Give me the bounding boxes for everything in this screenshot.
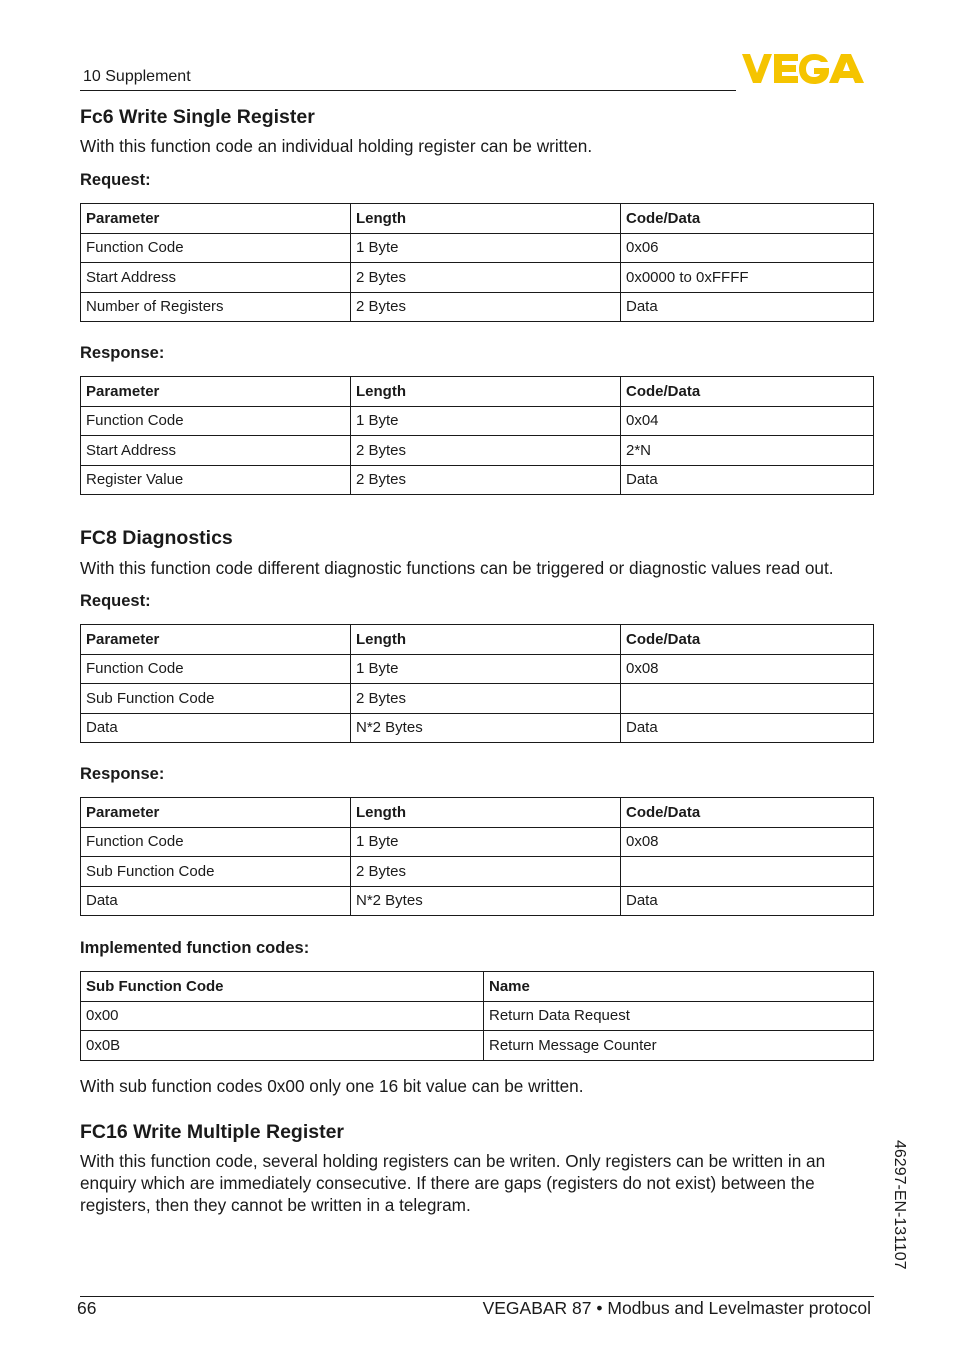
table-cell: 2 Bytes — [351, 465, 621, 495]
section-header: 10 Supplement — [83, 68, 191, 85]
table-cell: 2 Bytes — [351, 684, 621, 714]
fc8-intro: With this function code different diagnostic functions can be triggered or diagnostic values read out. — [80, 558, 834, 578]
table-cell: Data — [621, 713, 874, 743]
table-cell: Register Value — [81, 465, 351, 495]
table-header-row — [81, 377, 874, 407]
table-cell: Return Message Counter — [484, 1031, 874, 1061]
table-cell: Sub Function Code — [81, 684, 351, 714]
column-header: Length — [351, 798, 621, 828]
document-number-text: 46297-EN-131107 — [891, 1140, 908, 1270]
table-row — [81, 292, 874, 322]
table-cell: Start Address — [81, 263, 351, 293]
footer-rule — [80, 1296, 874, 1297]
document-number — [888, 1140, 910, 1290]
table-cell: 0x0B — [81, 1031, 484, 1061]
table-cell: 2 Bytes — [351, 857, 621, 887]
table-row — [81, 436, 874, 466]
table-cell: N*2 Bytes — [351, 886, 621, 916]
table-header-row — [81, 625, 874, 655]
table-cell: Start Address — [81, 436, 351, 466]
fc8-title: FC8 Diagnostics — [80, 527, 233, 549]
table-cell: 0x06 — [621, 233, 874, 263]
column-header: Code/Data — [621, 204, 874, 234]
page-number: 66 — [77, 1298, 97, 1318]
fc6-request-table — [80, 203, 874, 322]
paragraph-line: enquiry which are immediately consecutive. If there are gaps (registers do not exist) between the — [80, 1173, 815, 1193]
column-header: Parameter — [81, 377, 351, 407]
vega-logo — [742, 54, 872, 84]
table-cell: Function Code — [81, 406, 351, 436]
fc6-title: Fc6 Write Single Register — [80, 106, 315, 128]
table-cell: Data — [81, 713, 351, 743]
fc6-request-label: Request: — [80, 171, 151, 189]
table-cell: N*2 Bytes — [351, 713, 621, 743]
column-header: Code/Data — [621, 377, 874, 407]
table-cell: 2*N — [621, 436, 874, 466]
fc16-title: FC16 Write Multiple Register — [80, 1121, 345, 1143]
column-header: Sub Function Code — [81, 972, 484, 1002]
table-row — [81, 1031, 874, 1061]
table-cell: Data — [81, 886, 351, 916]
table-cell: Function Code — [81, 827, 351, 857]
table-header-row — [81, 798, 874, 828]
column-header: Parameter — [81, 625, 351, 655]
table-row — [81, 465, 874, 495]
table-cell: 1 Byte — [351, 406, 621, 436]
table-row — [81, 713, 874, 743]
table-header-row — [81, 204, 874, 234]
table-cell: Sub Function Code — [81, 857, 351, 887]
column-header: Length — [351, 204, 621, 234]
table-cell: 0x0000 to 0xFFFF — [621, 263, 874, 293]
fc8-response-table — [80, 797, 874, 916]
table-cell: 0x08 — [621, 654, 874, 684]
table-row — [81, 233, 874, 263]
table-cell: Data — [621, 886, 874, 916]
table-row — [81, 406, 874, 436]
fc8-request-label: Request: — [80, 592, 151, 610]
table-cell: Data — [621, 292, 874, 322]
table-header-row — [81, 972, 874, 1002]
table-cell: Function Code — [81, 233, 351, 263]
header-rule — [80, 90, 736, 91]
fc8-note: With sub function codes 0x00 only one 16 bit value can be written. — [80, 1076, 584, 1096]
table-cell: 0x04 — [621, 406, 874, 436]
fc6-response-label: Response: — [80, 344, 165, 362]
column-header: Length — [351, 625, 621, 655]
table-cell: Return Data Request — [484, 1001, 874, 1031]
fc6-intro: With this function code an individual holding register can be written. — [80, 136, 593, 156]
paragraph-line: registers, then they cannot be written in a telegram. — [80, 1195, 471, 1215]
fc8-request-table — [80, 624, 874, 743]
table-cell — [621, 684, 874, 714]
table-cell: 2 Bytes — [351, 292, 621, 322]
table-row — [81, 857, 874, 887]
column-header: Name — [484, 972, 874, 1002]
table-row — [81, 827, 874, 857]
table-cell: Function Code — [81, 654, 351, 684]
table-row — [81, 654, 874, 684]
table-row — [81, 886, 874, 916]
column-header: Parameter — [81, 204, 351, 234]
column-header: Length — [351, 377, 621, 407]
fc8-response-label: Response: — [80, 765, 165, 783]
table-cell: 0x08 — [621, 827, 874, 857]
table-cell: 1 Byte — [351, 827, 621, 857]
table-row — [81, 263, 874, 293]
table-cell: 2 Bytes — [351, 436, 621, 466]
table-cell: Number of Registers — [81, 292, 351, 322]
column-header: Code/Data — [621, 625, 874, 655]
fc8-implemented-label: Implemented function codes: — [80, 939, 310, 957]
column-header: Parameter — [81, 798, 351, 828]
table-cell: Data — [621, 465, 874, 495]
fc16-intro — [80, 1150, 880, 1216]
column-header: Code/Data — [621, 798, 874, 828]
table-cell: 1 Byte — [351, 654, 621, 684]
table-cell: 0x00 — [81, 1001, 484, 1031]
table-cell: 1 Byte — [351, 233, 621, 263]
table-row — [81, 684, 874, 714]
table-cell — [621, 857, 874, 887]
table-row — [81, 1001, 874, 1031]
table-cell: 2 Bytes — [351, 263, 621, 293]
paragraph-line: With this function code, several holding registers can be writen. Only registers can be written in an — [80, 1151, 826, 1171]
fc6-response-table — [80, 376, 874, 495]
fc8-implemented-table — [80, 971, 874, 1061]
footer-title: VEGABAR 87 • Modbus and Levelmaster protocol — [482, 1298, 871, 1318]
